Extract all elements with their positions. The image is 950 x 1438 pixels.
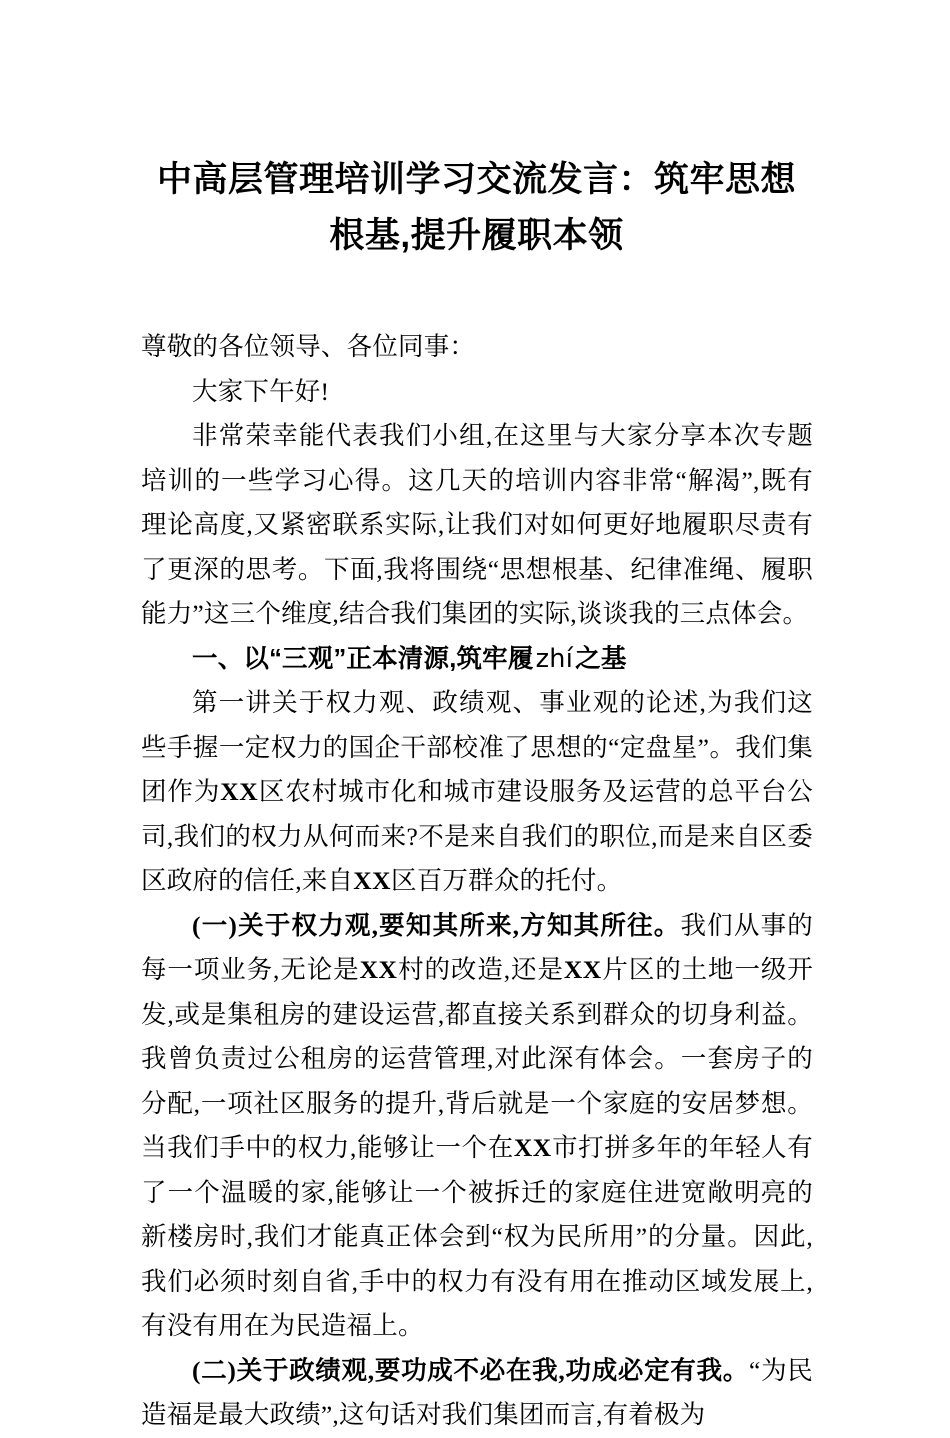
salutation-line: 尊敬的各位领导、各位同事： [141, 332, 476, 361]
section-1-heading-suffix: 之基 [575, 644, 627, 673]
document-title [141, 152, 812, 264]
section-1-paragraph-1-text-2: 区农村城市化和城市建设服务及运营的总平台公司,我们的权力从何而来?不是来自我们的职位,而是来自区委区政府的信任,来自 [141, 777, 814, 895]
section-1-heading-pinyin: zhí [535, 643, 574, 674]
section-1-paragraph-1 [141, 681, 813, 904]
subsection-1-text-4: 市打拼多年的年轻人有了一个温暖的家,能够让一个被拆迁的家庭住进宽敞明亮的新楼房时,我们才能真正体会到“权为民所用”的分量。因此,我们必须时刻自省,手中的权力有没有用在推动区域发展上,有没有用在为民造福上。 [141, 1133, 813, 1340]
subsection-1-paragraph [141, 904, 813, 1349]
placeholder-xx: XX [513, 1133, 552, 1162]
greeting-line: 大家下午好! [192, 376, 330, 406]
subsection-1-text-1: 我们从事的每一项业务,无论是 [141, 910, 813, 984]
subsection-1-lead: (一)关于权力观,要知其所来,方知其所往。 [192, 910, 681, 940]
section-1-heading [141, 637, 813, 682]
document-title-line-1: 中高层管理培训学习交流发言：筑牢思想 [156, 160, 796, 199]
subsection-1-text-3: 片区的土地一级开发,或是集租房的建设运营,都直接关系到群众的切身利益。我曾负责过公租房的运营管理,对此深有体会。一套房子的分配,一项社区服务的提升,背后就是一个家庭的安居梦想。当我们手中的权力,能够让一个在 [141, 955, 813, 1162]
placeholder-xx: XX [359, 955, 398, 984]
placeholder-xx: XX [353, 866, 392, 895]
subsection-1-text-2: 村的改造,还是 [397, 955, 564, 984]
subsection-2-lead: (二)关于政绩观,要功成不必在我,功成必定有我。 [192, 1355, 750, 1385]
placeholder-xx: XX [563, 955, 602, 984]
section-1-paragraph-1-text-1: 第一讲关于权力观、政绩观、事业观的论述,为我们这些手握一定权力的国企干部校准了思想的“定盘星”。我们集团作为 [141, 688, 813, 806]
placeholder-xx: XX [220, 777, 259, 806]
section-1-heading-prefix: 一、以“三观”正本清源,筑牢履 [192, 644, 534, 673]
document-title-line-2: 根基,提升履职本领 [329, 216, 624, 255]
subsection-2-paragraph [141, 1349, 813, 1438]
document-body [141, 325, 813, 1438]
intro-paragraph: 非常荣幸能代表我们小组,在这里与大家分享本次专题培训的一些学习心得。这几天的培训内容非常“解渴”,既有理论高度,又紧密联系实际,让我们对如何更好地履职尽责有了更深的思考。下面,我将围绕“思想根基、纪律准绳、履职能力”这三个维度,结合我们集团的实际,谈谈我的三点体会。 [141, 421, 813, 628]
section-1-paragraph-1-text-3: 区百万群众的托付。 [391, 866, 623, 895]
subsection-2-text: “为民造福是最大政绩”,这句话对我们集团而言,有着极为 [141, 1355, 813, 1429]
